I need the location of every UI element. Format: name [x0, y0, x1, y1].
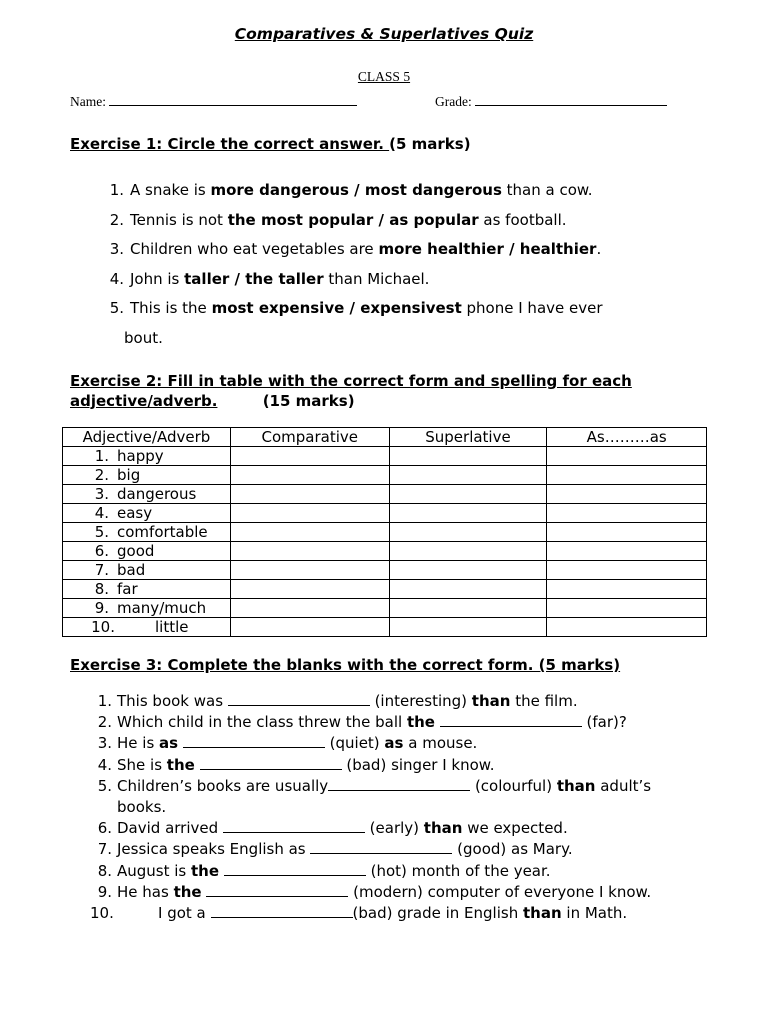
superlative-cell[interactable] [389, 561, 547, 580]
adjective-word: happy [117, 446, 164, 465]
adjective-word: many/much [117, 598, 207, 617]
item-text-b: (bad) singer I know. [341, 755, 495, 774]
adjective-cell [63, 561, 231, 580]
list-item [90, 882, 730, 903]
item-text-a: This book was [117, 692, 228, 710]
item-text [112, 861, 551, 882]
row-number: 6. [94, 541, 109, 560]
answer-choices[interactable]: the most popular / as popular [227, 210, 479, 229]
item-text-a: I got a [158, 904, 211, 923]
item-text [124, 176, 593, 206]
item-number: 3. [97, 734, 112, 753]
adjective-cell [63, 523, 231, 542]
item-text [112, 712, 627, 733]
item-number: 2. [97, 713, 112, 732]
item-number: 5. [97, 776, 112, 795]
item-keyword: as [384, 734, 404, 753]
adjective-word: comfortable [117, 522, 208, 541]
table-row [63, 485, 707, 504]
comparative-cell[interactable] [230, 561, 389, 580]
answer-blank[interactable] [206, 883, 348, 897]
item-text-b: (hot) month of the year. [365, 861, 551, 880]
adjective-cell [63, 618, 231, 637]
item-text-c: adult’s [595, 776, 652, 795]
item-text-a: August is [117, 861, 192, 880]
table-row [63, 504, 707, 523]
item-text-a: He has [117, 882, 174, 901]
item-text-b: (bad) grade in English [352, 904, 523, 923]
item-number: 7. [97, 840, 112, 859]
adjective-cell [63, 504, 231, 523]
item-text-post: . [596, 240, 602, 258]
item-text-a: She is [117, 755, 167, 774]
adjective-cell [63, 447, 231, 466]
as-as-cell[interactable] [547, 561, 707, 580]
exercise-2-marks: (15 marks) [262, 391, 355, 410]
item-text-a: Jessica speaks English as [117, 840, 311, 859]
answer-blank[interactable] [224, 862, 366, 876]
item-text [112, 776, 651, 797]
answer-blank[interactable] [328, 777, 470, 791]
row-number: 9. [94, 598, 109, 617]
item-keyword: the [191, 861, 220, 880]
item-text-a: Children’s books are usually [117, 776, 329, 795]
comparative-cell[interactable] [230, 485, 389, 504]
adjective-word: dangerous [117, 484, 197, 503]
table-row [63, 618, 707, 637]
as-as-cell[interactable] [547, 542, 707, 561]
item-text [112, 691, 578, 712]
as-as-cell[interactable] [547, 580, 707, 599]
as-as-cell[interactable] [547, 618, 707, 637]
item-number: 10. [90, 904, 114, 923]
answer-blank[interactable] [223, 819, 365, 833]
adjective-word: big [117, 465, 141, 484]
exercise-3-heading: Exercise 3: Complete the blanks with the correct form. (5 marks) [70, 656, 621, 674]
list-item [90, 712, 730, 733]
as-as-cell[interactable] [547, 447, 707, 466]
answer-blank[interactable] [228, 692, 370, 706]
name-row [70, 93, 357, 110]
class-label: CLASS 5 [357, 69, 411, 84]
item-text-pre: Tennis is not [130, 210, 228, 229]
adjective-cell [63, 485, 231, 504]
answer-blank[interactable] [211, 904, 353, 918]
comparative-cell[interactable] [230, 504, 389, 523]
item-number: 8. [97, 861, 112, 880]
item-text-a: Which child in the class threw the ball [117, 713, 407, 732]
item-text [112, 903, 627, 924]
superlative-cell[interactable] [389, 523, 547, 542]
item-text-pre: Children who eat vegetables are [130, 240, 379, 258]
comparative-cell[interactable] [230, 466, 389, 485]
name-label: Name: [70, 94, 106, 109]
item-text-pre: John is [130, 269, 185, 288]
item-keyword: than [522, 904, 562, 923]
comparative-cell[interactable] [230, 618, 389, 637]
item-text [124, 294, 603, 324]
as-as-cell[interactable] [547, 466, 707, 485]
forms-table [62, 427, 707, 637]
answer-blank[interactable] [183, 734, 325, 748]
row-number: 7. [94, 560, 109, 579]
item-number: 6. [97, 819, 112, 838]
superlative-cell[interactable] [389, 580, 547, 599]
grade-blank[interactable] [475, 93, 667, 106]
comparative-cell[interactable] [230, 599, 389, 618]
item-keyword: the [406, 713, 435, 732]
item-text [124, 265, 429, 295]
item-keyword: the [166, 755, 195, 774]
item-text-post: than a cow. [501, 181, 593, 199]
list-item [90, 839, 730, 860]
table-row [63, 523, 707, 542]
adjective-word: good [117, 541, 155, 560]
adjective-word: bad [117, 560, 146, 579]
grade-row [435, 93, 667, 110]
adjective-word: little [155, 617, 189, 636]
list-item [100, 265, 720, 295]
list-item [90, 903, 730, 924]
item-number: 2. [109, 210, 124, 229]
table-header-row [63, 428, 707, 447]
comparative-cell[interactable] [230, 580, 389, 599]
table-row [63, 599, 707, 618]
column-header: Superlative [389, 428, 547, 447]
as-as-cell[interactable] [547, 504, 707, 523]
list-item [90, 691, 730, 712]
comparative-cell[interactable] [230, 447, 389, 466]
row-number: 1. [94, 446, 109, 465]
list-item [90, 818, 730, 839]
item-text-b: (colourful) [470, 776, 557, 795]
list-item [90, 755, 730, 776]
row-number: 4. [94, 503, 109, 522]
item-text-pre: A snake is [130, 181, 211, 199]
row-number: 8. [94, 579, 109, 598]
comparative-cell[interactable] [230, 523, 389, 542]
column-header: Comparative [230, 428, 389, 447]
answer-blank[interactable] [310, 840, 452, 854]
item-text-a: David arrived [117, 819, 223, 838]
item-text-c: a mouse. [403, 734, 478, 753]
answer-choices[interactable]: more healthier / healthier [378, 240, 597, 258]
item-number: 4. [97, 755, 112, 774]
table-row [63, 466, 707, 485]
item-number: 1. [109, 181, 124, 199]
item-text [112, 818, 568, 839]
item-text-c: in Math. [561, 904, 628, 923]
item-text [112, 733, 477, 754]
list-item [90, 861, 730, 882]
list-item [100, 176, 720, 206]
superlative-cell[interactable] [389, 618, 547, 637]
item-text-b: (good) as Mary. [452, 840, 573, 859]
as-as-cell[interactable] [547, 523, 707, 542]
superlative-cell[interactable] [389, 599, 547, 618]
comparative-cell[interactable] [230, 542, 389, 561]
table-row [63, 542, 707, 561]
item-text-post: phone I have ever [461, 299, 603, 317]
row-number: 10. [91, 617, 115, 636]
exercise-2-heading [70, 372, 720, 411]
exercise-3-list [90, 691, 730, 924]
exercise-2-title-line2: adjective/adverb. [70, 391, 218, 410]
item-continuation: bout. [124, 328, 163, 347]
as-as-cell[interactable] [547, 485, 707, 504]
list-item [100, 294, 720, 324]
exercise-2-title-line1: Exercise 2: Fill in table with the correct form and spelling for each [70, 372, 632, 390]
item-text-b: (far)? [581, 713, 627, 732]
name-blank[interactable] [109, 93, 357, 106]
item-number: 9. [97, 882, 112, 901]
item-text [112, 755, 494, 776]
superlative-cell[interactable] [389, 542, 547, 561]
item-text-b: (interesting) [369, 692, 472, 710]
table-row [63, 447, 707, 466]
table-row [63, 561, 707, 580]
item-text-c: the film. [510, 692, 578, 710]
item-number: 1. [97, 692, 112, 710]
answer-choices[interactable]: more dangerous / most dangerous [210, 181, 502, 199]
page-title: Comparatives & Superlatives Quiz [234, 25, 534, 43]
list-item [90, 733, 730, 754]
answer-blank[interactable] [200, 756, 342, 770]
item-text-c: we expected. [462, 819, 568, 838]
item-keyword: than [471, 692, 511, 710]
exercise-1-marks: (5 marks) [389, 135, 471, 153]
grade-label: Grade: [435, 94, 472, 109]
adjective-cell [63, 542, 231, 561]
item-text [124, 235, 601, 265]
row-number: 5. [94, 522, 109, 541]
item-text-post: as football. [478, 210, 567, 229]
column-header: Adjective/Adverb [63, 428, 231, 447]
item-keyword: than [556, 776, 596, 795]
adjective-cell [63, 580, 231, 599]
item-text-b: (quiet) [324, 734, 385, 753]
item-text [112, 882, 651, 903]
item-keyword: as [159, 734, 179, 753]
item-text [112, 839, 573, 860]
item-text [124, 206, 567, 236]
row-number: 2. [94, 465, 109, 484]
adjective-cell [63, 466, 231, 485]
exercise-1-title: Exercise 1: Circle the correct answer. [70, 135, 390, 153]
answer-blank[interactable] [440, 713, 582, 727]
superlative-cell[interactable] [389, 447, 547, 466]
item-text-pre: This is the [130, 299, 212, 317]
as-as-cell[interactable] [547, 599, 707, 618]
item-number: 3. [109, 240, 124, 258]
list-item [90, 776, 730, 797]
item-number: 4. [109, 269, 124, 288]
exercise-1-heading [70, 135, 471, 153]
adjective-word: far [117, 579, 138, 598]
row-number: 3. [94, 484, 109, 503]
exercise-1-list [100, 176, 720, 353]
item-keyword: than [423, 819, 463, 838]
item-continuation: books. [117, 798, 167, 817]
item-text-b: (early) [364, 819, 424, 838]
superlative-cell[interactable] [389, 466, 547, 485]
item-text-b: (modern) computer of everyone I know. [348, 882, 652, 901]
item-keyword: the [173, 882, 202, 901]
item-text-post: than Michael. [323, 269, 430, 288]
superlative-cell[interactable] [389, 504, 547, 523]
list-item [100, 235, 720, 265]
answer-choices[interactable]: most expensive / expensivest [211, 299, 462, 317]
item-text-a: He is [117, 734, 160, 753]
adjective-word: easy [117, 503, 153, 522]
adjective-cell [63, 599, 231, 618]
column-header: As………as [547, 428, 707, 447]
answer-choices[interactable]: taller / the taller [184, 269, 324, 288]
superlative-cell[interactable] [389, 485, 547, 504]
table-row [63, 580, 707, 599]
list-item [100, 206, 720, 236]
item-number: 5. [109, 299, 124, 317]
